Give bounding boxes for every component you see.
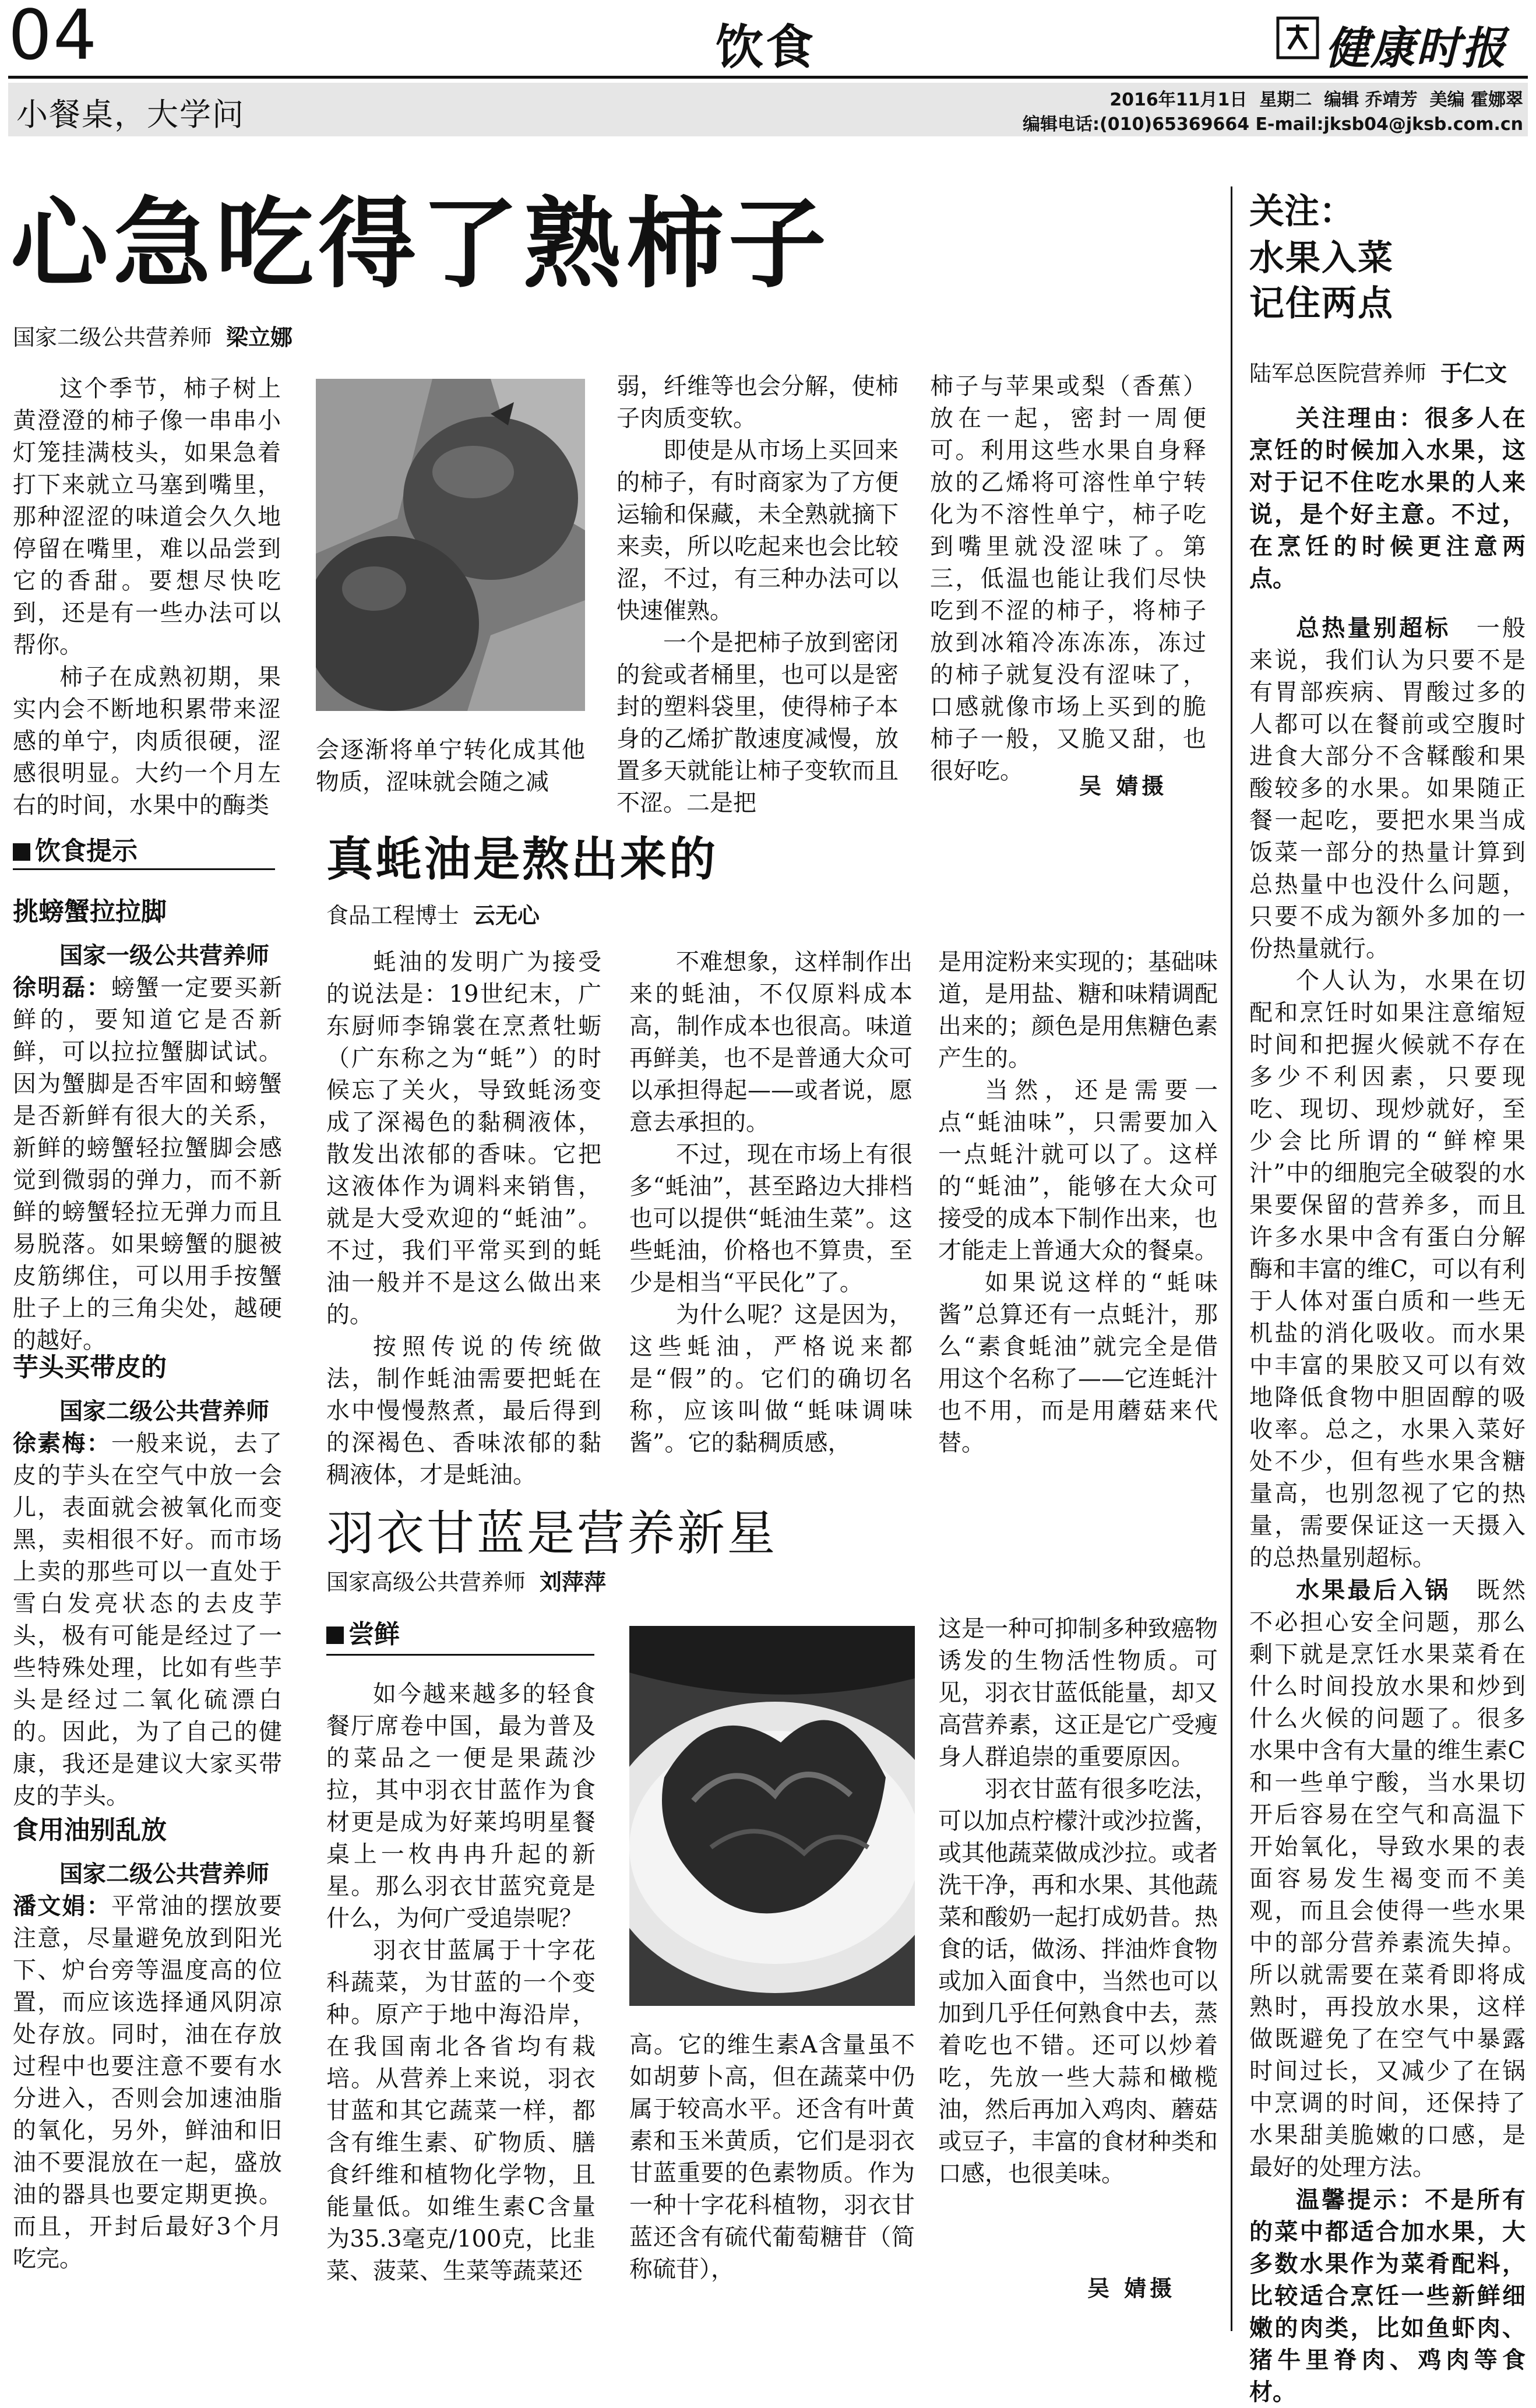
sidebar-kicker: 关注： bbox=[1249, 191, 1354, 232]
kale-author-name: 刘萍萍 bbox=[540, 1569, 607, 1595]
kale-column-3 bbox=[938, 1613, 1218, 2190]
sidebar-reason bbox=[1249, 402, 1526, 594]
sidebar-tip-label: 温馨提示： bbox=[1296, 2186, 1425, 2213]
lead-column-2 bbox=[316, 734, 585, 798]
column-name: 小餐桌，大学问 bbox=[16, 96, 245, 133]
tip-title: 食用油别乱放 bbox=[13, 1815, 167, 1845]
lead-author-title: 国家二级公共营养师 bbox=[13, 325, 213, 350]
paragraph: 是用淀粉来实现的；基础味道，是用盐、糖和味精调配出来的；颜色是用焦糖色素产生的。 bbox=[938, 949, 1218, 1072]
kale-column-2 bbox=[629, 2029, 915, 2286]
tip-author-title: 国家二级公共营养师 bbox=[59, 1397, 269, 1425]
sidebar-headline-2: 记住两点 bbox=[1249, 283, 1394, 324]
sidebar-body bbox=[1249, 402, 1526, 2408]
sidebar-section1-label: 总热量别超标 bbox=[1296, 614, 1451, 642]
oyster-author-name: 云无心 bbox=[473, 902, 540, 928]
paragraph: 会逐渐将单宁转化成其他物质，涩味就会随之减 bbox=[316, 737, 585, 795]
column-rule bbox=[1231, 186, 1232, 2331]
page-number: 04 bbox=[8, 0, 98, 75]
paragraph: 羽衣甘蓝有很多吃法，可以加点柠檬汁或沙拉酱，或其他蔬菜做成沙拉。或者洗干净，再和水果、其他蔬菜和酸奶一起打成奶昔。热食的话，做汤、拌油炸食物或加入面食中，当然也可以加到几乎任何熟食中去，蒸着吃也不错。还可以炒着吃，先放一些大蒜和橄榄油，然后再加入鸡肉、蘑菇或豆子，丰富的食材种类和口感，也很美味。 bbox=[938, 1776, 1218, 2187]
tip-author-title: 国家二级公共营养师 bbox=[59, 1860, 269, 1888]
logo bbox=[1276, 13, 1533, 74]
sidebar-tip-text: 不是所有的菜中都适合加水果，大多数水果作为菜肴配料，比较适合烹饪一些新鲜细嫩的肉类，比如鱼虾肉、猪牛里脊肉、鸡肉等食材。 bbox=[1249, 2186, 1526, 2406]
sidebar-section2-label: 水果最后入锅 bbox=[1296, 1576, 1451, 1604]
tip-author-name: 徐明磊 bbox=[13, 974, 87, 1001]
paragraph: 弱，纤维等也会分解，使柿子肉质变软。 bbox=[616, 373, 899, 432]
tip-title: 芋头买带皮的 bbox=[13, 1353, 167, 1382]
lead-author-name: 梁立娜 bbox=[226, 324, 293, 350]
paragraph: 当然，还是需要一点“蚝油味”，只需要加入一点蚝汁就可以了。这样的“蚝油”，能够在大众可接受的成本下制作出来，也才能走上普通大众的餐桌。 bbox=[938, 1077, 1218, 1264]
square-bullet-icon bbox=[326, 1627, 344, 1644]
lead-photo-credit: 吴 婧摄 bbox=[1079, 773, 1168, 799]
tip-author-title: 国家一级公共营养师 bbox=[59, 942, 269, 969]
kale-photo bbox=[629, 1626, 915, 2006]
paragraph: 即使是从市场上买回来的柿子，有时商家为了方便运输和保藏，未全熟就摘下来卖，所以吃起来也会比较涩，不过，有三种办法可以快速催熟。 bbox=[616, 437, 899, 624]
section-title: 饮食 bbox=[716, 19, 816, 75]
paragraph: 个人认为，水果在切配和烹饪时如果注意缩短时间和把握火候就不存在多少不利因素，只要现吃、现切、现炒就好，至少会比所谓的“鲜榨果汁”中的细胞完全破裂的水果要保留的营养多，而且许多水果中含有蛋白分解酶和丰富的维C，可以有利于人体对蛋白质和一些无机盐的消化吸收。而水果中丰富的果胶又可以有效地降低食物中胆固醇的吸收率。总之，水果入菜好处不少，但有些水果含糖量高，也别忽视了它的热量，需要保证这一天摄入的总热量别超标。 bbox=[1249, 967, 1526, 1571]
sidebar-reason-label: 关注理由： bbox=[1296, 404, 1425, 432]
sidebar-reason-text: 很多人在烹饪的时候加入水果，这对于记不住吃水果的人来说，是个好主意。不过，在烹饪的时候更注意两点。 bbox=[1249, 404, 1526, 592]
paragraph: 蚝油的发明广为接受的说法是：19世纪末，广东厨师李锦裳在烹煮牡蛎（广东称之为“蚝”）的时候忘了关火，导致蚝汤变成了深褐色的黏稠液体，散发出浓郁的香味。它把这液体作为调料来销售，就是大受欢迎的“蚝油”。不过，我们平常买到的蚝油一般并不是这么做出来的。 bbox=[326, 949, 601, 1328]
tip-item: 芋头买带皮的 国家二级公共营养师 徐素梅：一般来说，去了皮的芋头在空气中放一会儿，表面就会被氧化而变黑，卖相很不好。而市场上卖的那些可以一直处于雪白发亮状态的去皮芋头，极有可能是经过了一些特殊处理，比如有些芋头是经过二氧化硫漂白的。因此，为了自己的健康，我还是建议大家买带皮的芋头。 bbox=[13, 1350, 282, 1812]
paragraph: 羽衣甘蓝属于十字花科蔬菜，为甘蓝的一个变种。原产于地中海沿岸，在我国南北各省均有栽培。从营养上来说，羽衣甘蓝和其它蔬菜一样，都含有维生素、矿物质、膳食纤维和植物化学物，且能量低。如维生素C含量为35.3毫克/100克，比韭菜、菠菜、生菜等蔬菜还 bbox=[326, 1937, 596, 2284]
kale-headline: 羽衣甘蓝是营养新星 bbox=[326, 1506, 778, 1561]
oyster-headline: 真蚝油是熬出来的 bbox=[326, 832, 718, 886]
oyster-column-1 bbox=[326, 946, 601, 1491]
paragraph: 这是一种可抑制多种致癌物诱发的生物活性物质。可见，羽衣甘蓝低能量，却又高营养素，这正是它广受瘦身人群追崇的重要原因。 bbox=[938, 1615, 1218, 1770]
lead-column-1 bbox=[13, 373, 281, 822]
tip-item: 挑螃蟹拉拉脚 国家一级公共营养师 徐明磊：螃蟹一定要买新鲜的，要知道它是否新鲜，可以拉拉蟹脚试试。因为蟹脚是否牢固和螃蟹是否新鲜有很大的关系，新鲜的螃蟹轻拉蟹脚会感觉到微弱的弹力，而不新鲜的螃蟹轻拉无弹力而且易脱落。如果螃蟹的腿被皮筋绑住，可以用手按蟹肚子上的三角尖处，越硬的越好。 bbox=[13, 894, 282, 1357]
tips-label-text: 饮食提示 bbox=[35, 836, 138, 866]
date-line: 2016年11月1日 星期二 编辑 乔靖芳 美编 霍娜翠 bbox=[1109, 90, 1523, 110]
paragraph: 柿子与苹果或梨（香蕉）放在一起，密封一周便可。利用这些水果自身释放的乙烯将可溶性单宁转化为不溶性单宁，柿子吃到嘴里就没涩味了。第三，低温也能让我们尽快吃到不涩的柿子，将柿子放到冰箱冷冻冻冻，冻过的柿子就复没有涩味了，口感就像市场上买到的脆柿子一般，又脆又甜，也很好吃。 bbox=[930, 373, 1206, 784]
lead-headline: 心急吃得了熟柿子 bbox=[10, 186, 831, 301]
kale-label-rule bbox=[326, 1654, 594, 1656]
sidebar-headline-1: 水果入菜 bbox=[1249, 238, 1394, 279]
kale-label bbox=[326, 1613, 400, 1650]
paragraph: 不过，现在市场上有很多“蚝油”，甚至路边大排档也可以提供“蚝油生菜”。这些蚝油，价格也不算贵，至少是相当“平民化”了。 bbox=[629, 1141, 913, 1296]
kale-column-1 bbox=[326, 1678, 596, 2287]
tip-title: 挑螃蟹拉拉脚 bbox=[13, 897, 167, 927]
paragraph: 一个是把柿子放到密闭的瓮或者桶里，也可以是密封的塑料袋里，使得柿子本身的乙烯扩散速度减慢，放置多天就能让柿子变软而且不涩。二是把 bbox=[616, 629, 899, 816]
tip-text: 螃蟹一定要买新鲜的，要知道它是否新鲜，可以拉拉蟹脚试试。因为蟹脚是否牢固和螃蟹是否新鲜有很大的关系，新鲜的螃蟹轻拉蟹脚会感觉到微弱的弹力，而不新鲜的螃蟹轻拉无弹力而且易脱落。如果螃蟹的腿被皮筋绑住，可以用手按蟹肚子上的三角尖处，越硬的越好。 bbox=[13, 974, 283, 1354]
oyster-column-3 bbox=[938, 946, 1218, 1459]
paragraph: 如果说这样的“蚝味酱”总算还有一点蚝汁，那么“素食蚝油”就完全是借用这个名称了——它连蚝汁也不用，而是用蘑菇来代替。 bbox=[938, 1269, 1218, 1456]
paragraph: 柿子在成熟初期，果实内会不断地积累带来涩感的单宁，肉质很硬，涩感很明显。大约一个月左右的时间，水果中的酶类 bbox=[13, 664, 281, 819]
kale-label-text: 尝鲜 bbox=[348, 1620, 400, 1649]
oyster-column-2 bbox=[629, 946, 913, 1459]
sidebar-author-title: 陆军总医院营养师 bbox=[1249, 361, 1427, 386]
sidebar-byline bbox=[1249, 355, 1507, 388]
paragraph: 一般来说，我们认为只要不是有胃部疾病、胃酸过多的人都可以在餐前或空腹时进食大部分不含鞣酸和果酸较多的水果。如果随正餐一起吃，要把水果当成饭菜一部分的热量计算到总热量中也没什么问题，只要不成为额外多加的一份热量就行。 bbox=[1249, 615, 1526, 962]
tip-text: 一般来说，去了皮的芋头在空气中放一会儿，表面就会被氧化而变黑，卖相很不好。而市场上卖的那些可以一直处于雪白发亮状态的去皮芋头，极有可能是经过了一些特殊处理，比如有些芋头是经过二氧化硫漂白的。因此，为了自己的健康，我还是建议大家买带皮的芋头。 bbox=[13, 1430, 283, 1809]
paragraph: 这个季节，柿子树上黄澄澄的柿子像一串串小灯笼挂满枝头，如果急着打下来就立马塞到嘴里，那种涩涩的味道会久久地停留在嘴里，难以品尝到它的香甜。要想尽快吃到，还是有一些办法可以帮你。 bbox=[13, 375, 281, 659]
lead-byline bbox=[13, 319, 293, 351]
sidebar-author-name: 于仁文 bbox=[1440, 360, 1507, 386]
masthead-rule bbox=[8, 76, 1528, 79]
persimmon-photo bbox=[316, 379, 585, 711]
lead-column-3 bbox=[616, 371, 899, 819]
tip-author-name: 徐素梅 bbox=[13, 1430, 87, 1457]
contact-line: 编辑电话:(010)65369664 E-mail:jksb04@jksb.com.cn bbox=[1023, 114, 1523, 135]
paragraph: 按照传说的传统做法，制作蚝油需要把蚝在水中慢慢熬煮，最后得到的深褐色、香味浓郁的黏稠液体，才是蚝油。 bbox=[326, 1333, 601, 1488]
lead-column-4 bbox=[930, 371, 1206, 787]
oyster-byline bbox=[326, 897, 540, 930]
kale-author-title: 国家高级公共营养师 bbox=[326, 1569, 526, 1595]
oyster-author-title: 食品工程博士 bbox=[326, 903, 460, 928]
paragraph: 既然不必担心安全问题，那么剩下就是烹饪水果菜肴在什么时间投放水果和炒到什么火候的问题了。很多水果中含有大量的维生素C和一些单宁酸，当水果切开后容易在空气和高温下开始氧化，导致水果的表面容易发生褐变而不美观，而且会使得一些水果中的部分营养素流失掉。所以就需要在菜肴即将成熟时，再投放水果，这样做既避免了在空气中暴露时间过长，又减少了在锅中烹调的时间，还保持了水果甜美脆嫩的口感，是最好的处理方法。 bbox=[1249, 1577, 1526, 2181]
paragraph: 不难想象，这样制作出来的蚝油，不仅原料成本高，制作成本也很高。味道再鲜美，也不是普通大众可以承担得起——或者说，愿意去承担的。 bbox=[629, 949, 913, 1136]
logo-seal-icon bbox=[1276, 16, 1319, 59]
tips-rule bbox=[13, 868, 275, 870]
tips-label bbox=[13, 830, 138, 867]
paragraph: 为什么呢？这是因为，这些蚝油，严格说来都是“假”的。它们的确切名称，应该叫做“蚝味调味酱”。它的黏稠质感， bbox=[629, 1301, 913, 1456]
tip-item: 食用油别乱放 国家二级公共营养师 潘文娟：平常油的摆放要注意，尽量避免放到阳光下、炉台旁等温度高的位置，而应该选择通风阴凉处存放。同时，油在存放过程中也要注意不要有水分进入，否则会加速油脂的氧化，另外，鲜油和旧油不要混放在一起，盛放油的器具也要定期更换。而且，开封后最好3个月吃完。 bbox=[13, 1812, 282, 2275]
kale-byline bbox=[326, 1564, 606, 1596]
paragraph: 如今越来越多的轻食餐厅席卷中国，最为普及的菜品之一便是果蔬沙拉，其中羽衣甘蓝作为食材更是成为好莱坞明星餐桌上一枚冉冉升起的新星。那么羽衣甘蓝究竟是什么，为何广受追崇呢？ bbox=[326, 1681, 596, 1932]
logo-wordmark: 健康时报 bbox=[1325, 22, 1507, 74]
sidebar-tip bbox=[1249, 2184, 1526, 2408]
paragraph: 高。它的维生素A含量虽不如胡萝卜高，但在蔬菜中仍属于较高水平。还含有叶黄素和玉米黄质，它们是羽衣甘蓝重要的色素物质。作为一种十字花科植物，羽衣甘蓝还含有硫代葡萄糖苷（简称硫苷）， bbox=[629, 2032, 915, 2283]
kale-photo-credit: 吴 婧摄 bbox=[1087, 2275, 1176, 2301]
square-bullet-icon bbox=[13, 843, 30, 861]
tip-author-name: 潘文娟 bbox=[13, 1892, 87, 1920]
tip-text: 平常油的摆放要注意，尽量避免放到阳光下、炉台旁等温度高的位置，而应该选择通风阴凉处存放。同时，油在存放过程中也要注意不要有水分进入，否则会加速油脂的氧化，另外，鲜油和旧油不要混放在一起，盛放油的器具也要定期更换。而且，开封后最好3个月吃完。 bbox=[13, 1893, 283, 2272]
